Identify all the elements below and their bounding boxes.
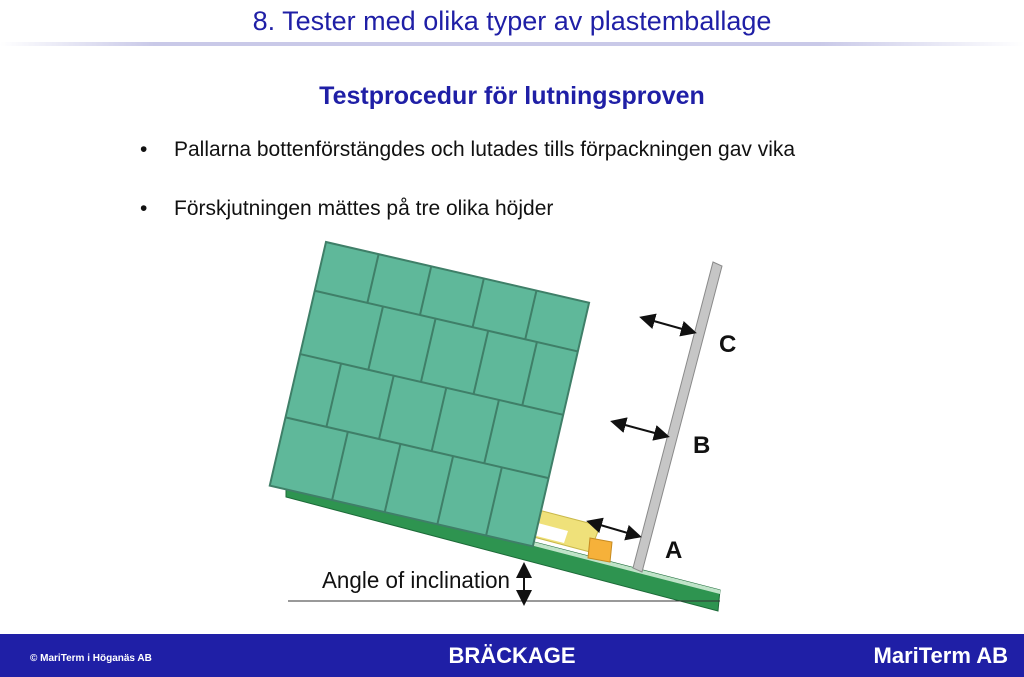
pallet-block xyxy=(588,538,612,562)
label-c: C xyxy=(719,331,737,358)
bullet-icon: • xyxy=(140,138,148,161)
measuring-pole xyxy=(633,262,722,572)
slide-subtitle: Testprocedur för lutningsproven xyxy=(319,82,705,110)
angle-label: Angle of inclination xyxy=(322,567,510,593)
footer-copyright: © MariTerm i Höganäs AB xyxy=(30,653,152,664)
label-b: B xyxy=(693,432,711,459)
bullet-icon: • xyxy=(140,197,148,220)
arrow-b xyxy=(614,422,666,436)
footer-section-title: BRÄCKAGE xyxy=(448,643,576,668)
arrow-c xyxy=(643,318,693,332)
slide-title: 8. Tester med olika typer av plastemballage xyxy=(252,6,772,36)
footer-bar xyxy=(0,634,1024,677)
footer-brand-logo: MariTerm AB xyxy=(873,643,1008,668)
bullet-text: Förskjutningen mättes på tre olika höjder xyxy=(174,197,554,220)
bullet-text: Pallarna bottenförstängdes och lutades tills förpackningen gav vika xyxy=(174,138,796,161)
label-a: A xyxy=(665,537,683,564)
